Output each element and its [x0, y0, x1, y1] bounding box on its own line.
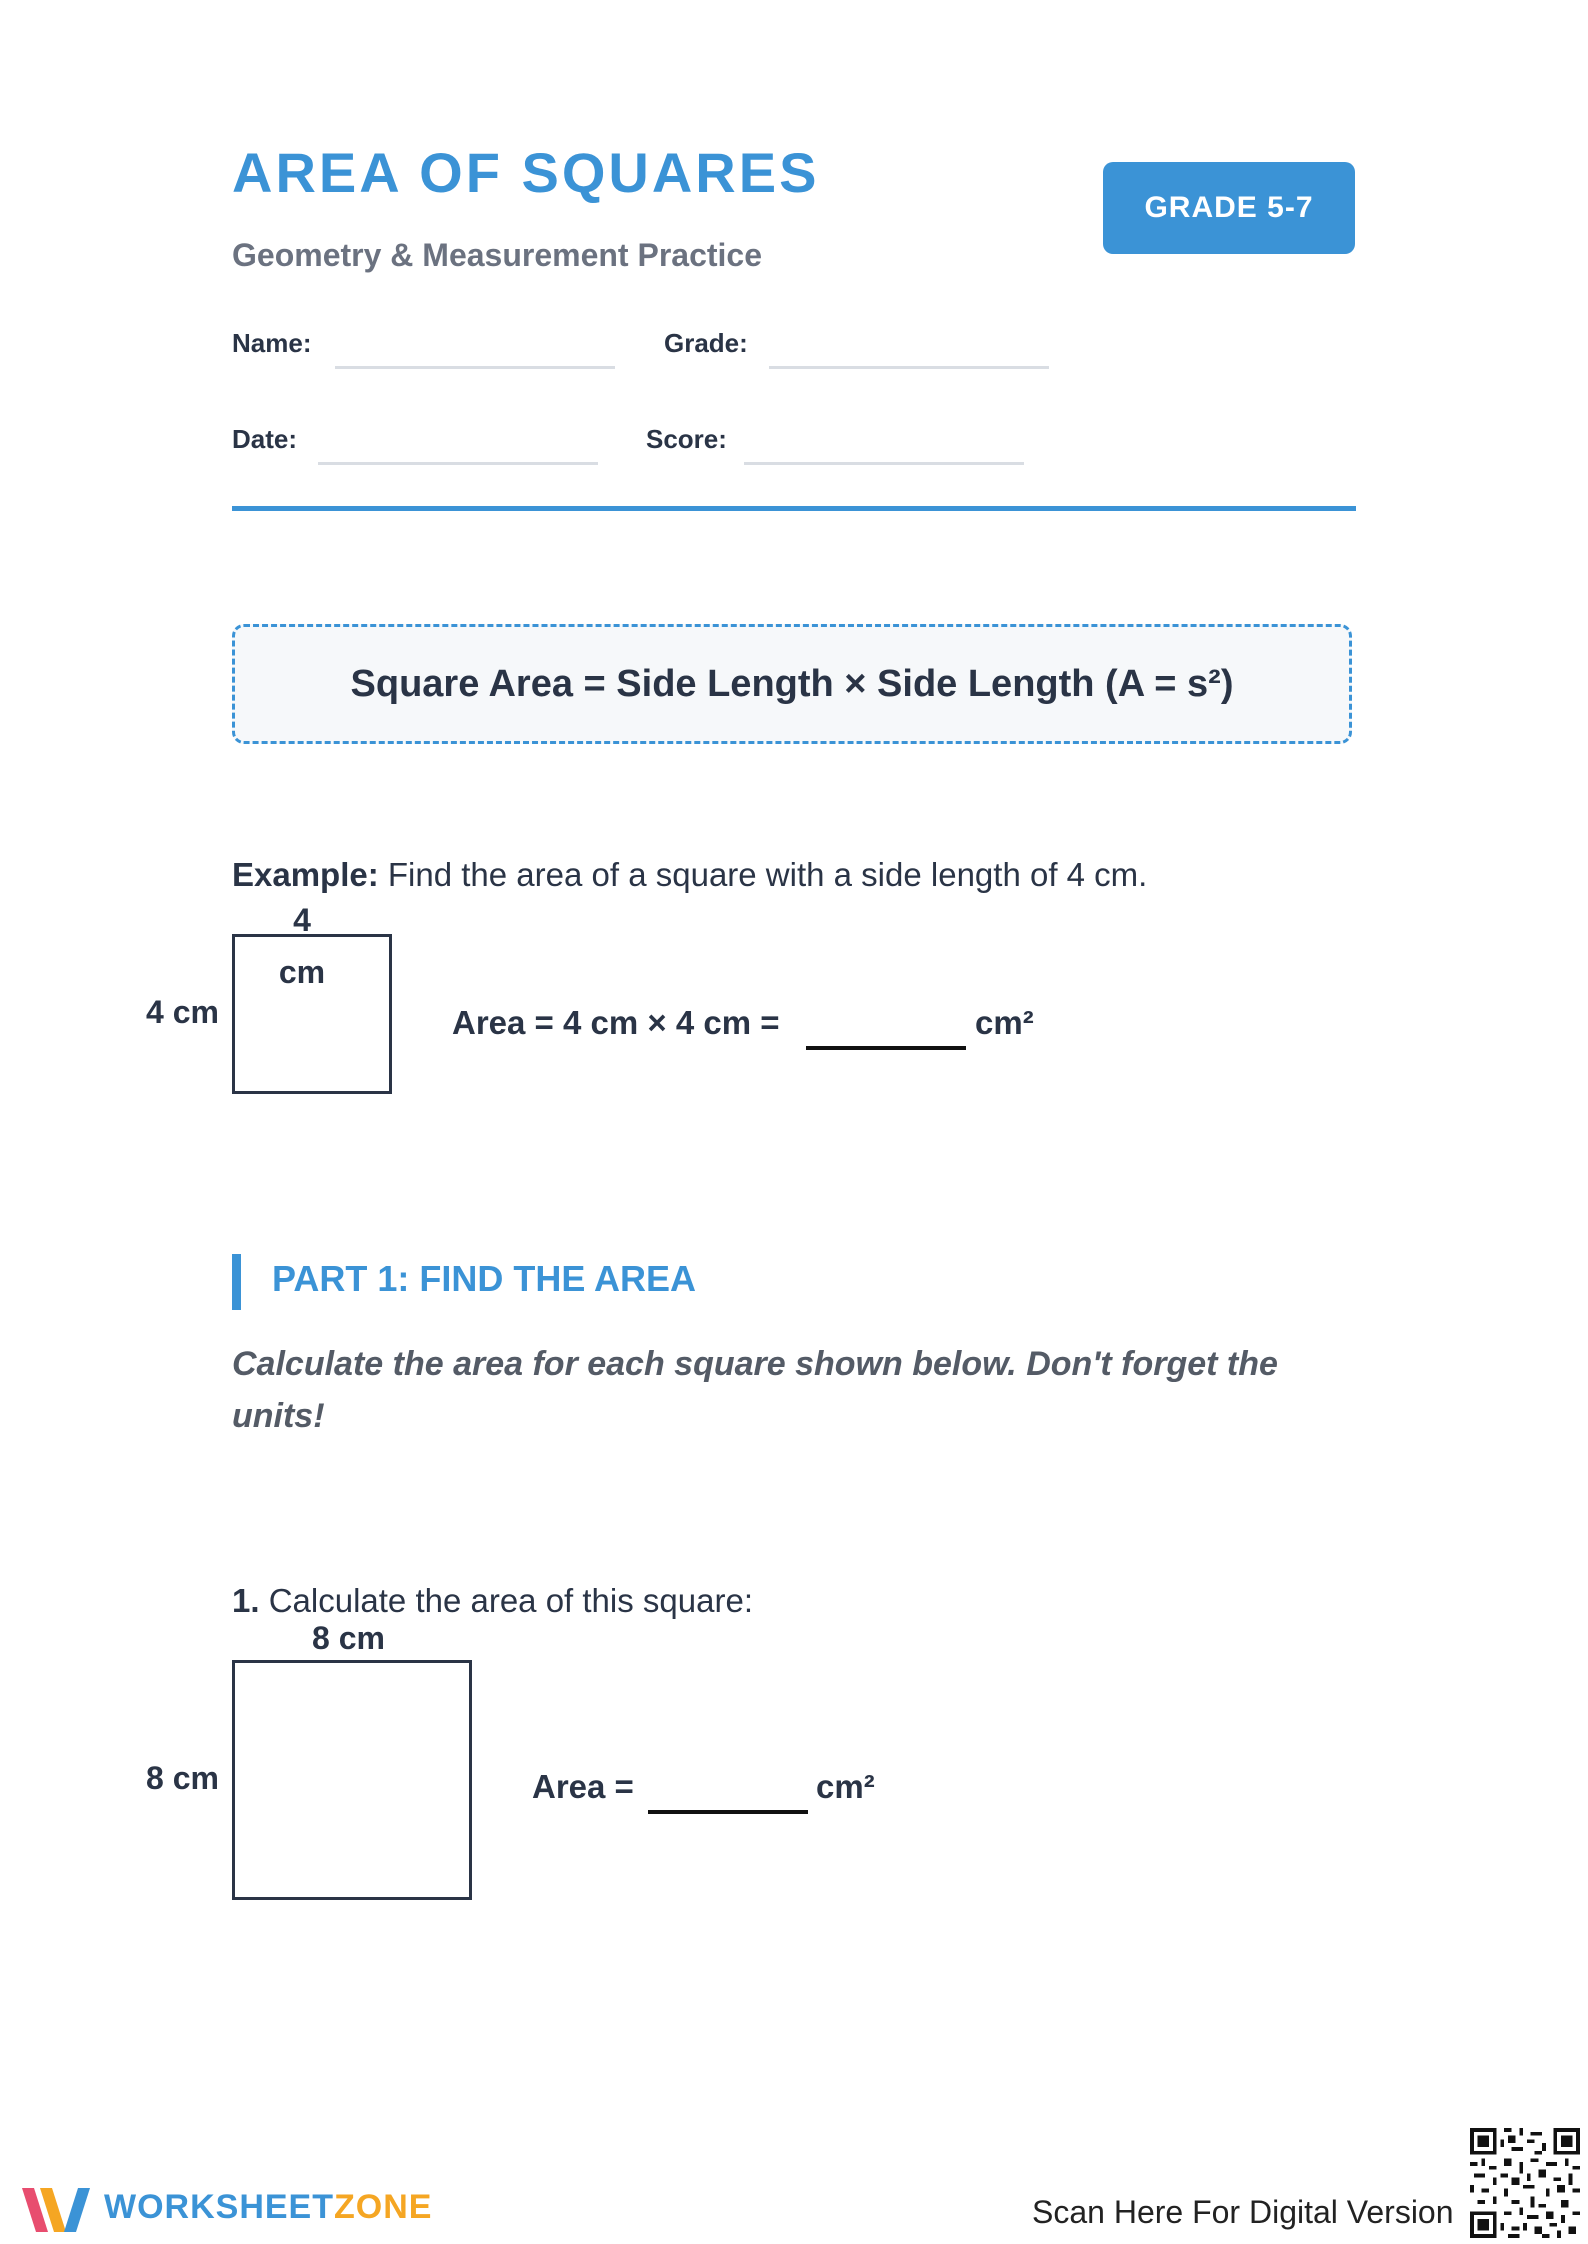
example-side-label: 4 cm — [146, 994, 219, 1030]
formula-box — [232, 624, 1352, 744]
brand-name — [104, 2188, 432, 2227]
name-field[interactable] — [335, 366, 615, 369]
question-1-square — [232, 1660, 472, 1900]
example-label: Example: — [232, 856, 379, 893]
grade-field[interactable] — [769, 366, 1049, 369]
header-divider — [232, 506, 1356, 511]
question-1-prompt — [232, 1582, 753, 1620]
question-1-area-expression: Area = — [532, 1768, 634, 1805]
example-square — [232, 934, 392, 1094]
date-label: Date: — [232, 424, 298, 454]
section-instructions: Calculate the area for each square shown below. Don't forget the units! — [232, 1345, 1278, 1435]
brand-main: WORKSHEET — [104, 2188, 334, 2226]
score-label: Score: — [646, 424, 727, 454]
example-prompt — [232, 856, 1147, 894]
section-accent-bar — [232, 1254, 241, 1310]
name-label: Name: — [232, 328, 312, 358]
question-1-text: Calculate the area of this square: — [259, 1582, 753, 1619]
qr-code-icon[interactable] — [1470, 2128, 1580, 2238]
score-field[interactable] — [744, 462, 1024, 465]
example-unit: cm² — [975, 1004, 1034, 1041]
example-top-label-text: 4 cm — [278, 902, 326, 990]
page-title: AREA OF SQUARES — [232, 141, 820, 204]
page-subtitle: Geometry & Measurement Practice — [232, 237, 762, 273]
worksheetzone-logo-icon — [18, 2182, 94, 2238]
question-1-answer-field[interactable] — [648, 1810, 808, 1814]
example-area-expression: Area = 4 cm × 4 cm = — [452, 1004, 780, 1041]
section-heading: PART 1: FIND THE AREA — [272, 1258, 697, 1299]
question-1-side-label: 8 cm — [146, 1760, 219, 1796]
grade-label: Grade: — [664, 328, 748, 358]
formula-text: Square Area = Side Length × Side Length (A = s²) — [350, 662, 1234, 705]
question-1-number: 1. — [232, 1582, 260, 1619]
brand-accent: ZONE — [334, 2188, 433, 2226]
example-text: Find the area of a square with a side length of 4 cm. — [378, 856, 1148, 893]
example-answer-field[interactable] — [806, 1046, 966, 1050]
date-field[interactable] — [318, 462, 598, 465]
scan-prompt: Scan Here For Digital Version — [1032, 2194, 1454, 2230]
grade-badge: GRADE 5-7 — [1103, 162, 1355, 254]
question-1-top-label: 8 cm — [312, 1620, 385, 1656]
question-1-unit: cm² — [816, 1768, 875, 1805]
